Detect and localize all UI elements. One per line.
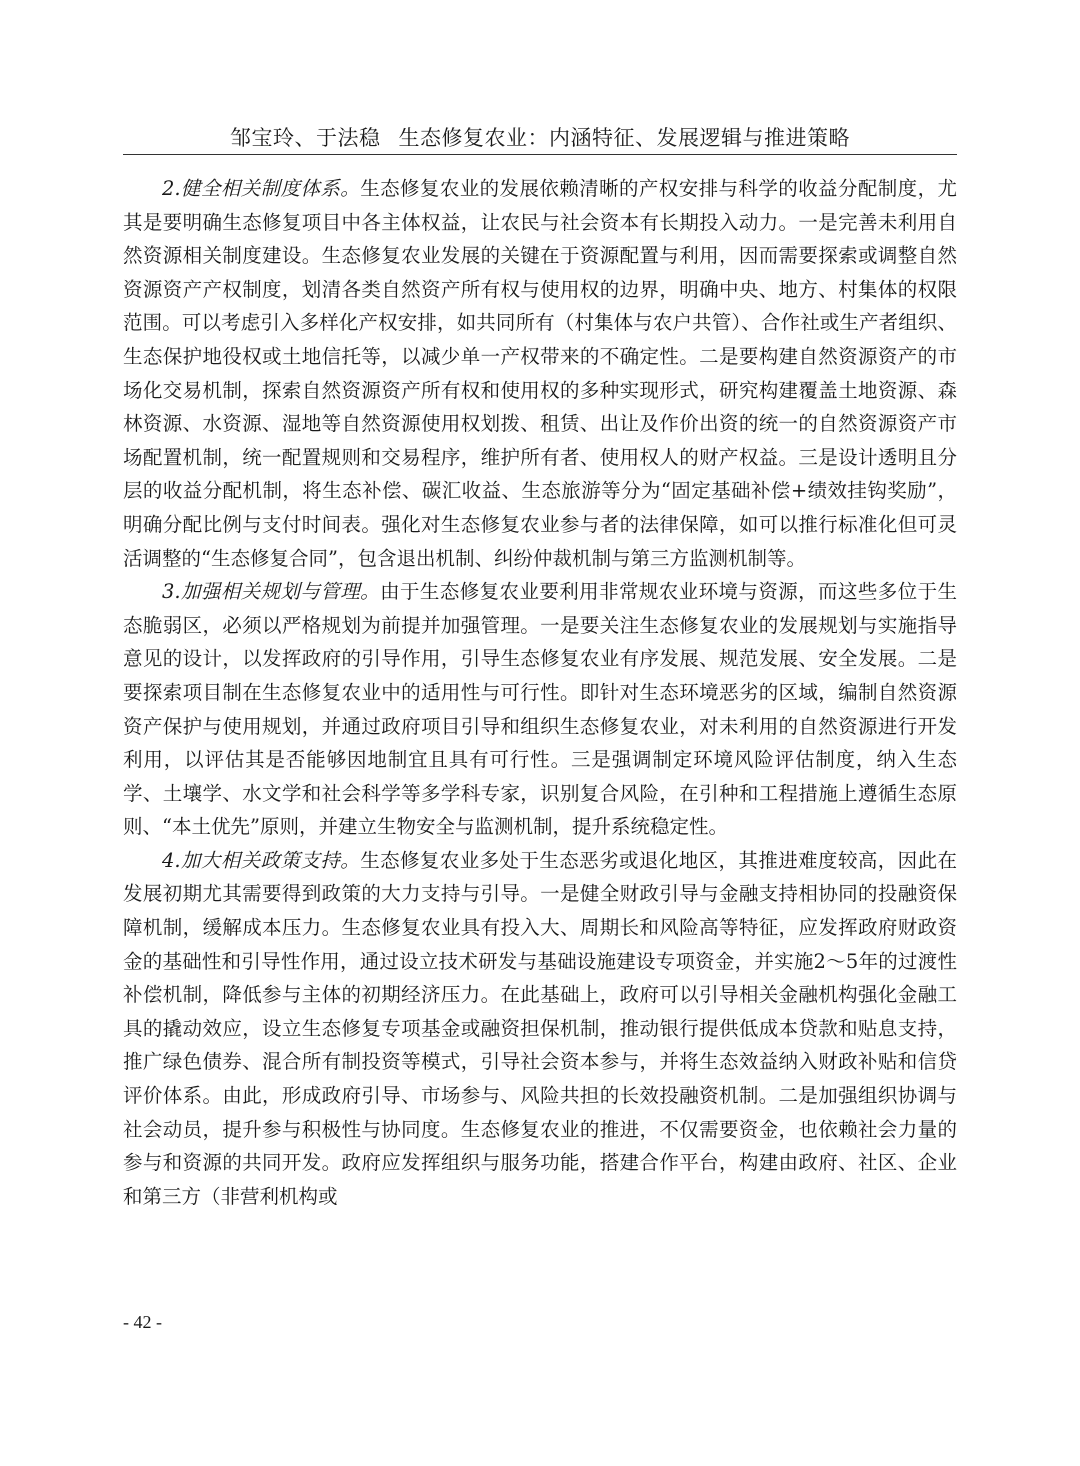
paragraph-lead: 4.加大相关政策支持。 <box>162 848 361 872</box>
paragraph-body: 由于生态修复农业要利用非常规农业环境与资源，而这些多位于生态脆弱区，必须以严格规划为前提并加强管理。一是要关注生态修复农业的发展规划与实施指导意见的设计，以发挥政府的引导作用，引导生态修复农业有序发展、规范发展、安全发展。二是要探索项目制在生态修复农业中的适用性与可行性。即针对生态环境恶劣的区域，编制自然资源资产保护与使用规划，并通过政府项目引导和组织生态修复农业，对未利用的自然资源进行开发利用，以评估其是否能够因地制宜且具有可行性。三是强调制定环境风险评估制度，纳入生态学、土壤学、水文学和社会科学等多学科专家，识别复合风险，在引种和工程措施上遵循生态原则、“本土优先”原则，并建立生物安全与监测机制，提升系统稳定性。 <box>123 580 957 839</box>
running-header <box>123 122 957 152</box>
paragraph-institutional-system <box>123 172 957 575</box>
header-rule <box>123 154 957 155</box>
paragraph-policy-support <box>123 844 957 1214</box>
paragraph-lead: 2.健全相关制度体系。 <box>162 177 361 200</box>
paragraph-body: 生态修复农业多处于生态恶劣或退化地区，其推进难度较高，因此在发展初期尤其需要得到政策的大力支持与引导。一是健全财政引导与金融支持相协同的投融资保障机制，缓解成本压力。生态修复农业具有投入大、周期长和风险高等特征，应发挥政府财政资金的基础性和引导性作用，通过设立技术研发与基础设施建设专项资金，并实施2～5年的过渡性补偿机制，降低参与主体的初期经济压力。在此基础上，政府可以引导相关金融机构强化金融工具的撬动效应，设立生态修复专项基金或融资担保机制，推动银行提供低成本贷款和贴息支持，推广绿色债券、混合所有制投资等模式，引导社会资本参与，并将生态效益纳入财政补贴和信贷评价体系。由此，形成政府引导、市场参与、风险共担的长效投融资机制。二是加强组织协调与社会动员，提升参与积极性与协同度。生态修复农业的推进，不仅需要资金，也依赖社会力量的参与和资源的共同开发。政府应发挥组织与服务功能，搭建合作平台，构建由政府、社区、企业和第三方（非营利机构或 <box>123 848 957 1208</box>
page-number: - 42 - <box>123 1312 162 1332</box>
header-authors: 邹宝玲、于法稳 <box>230 126 381 150</box>
paragraph-lead: 3.加强相关规划与管理。 <box>162 580 381 604</box>
paragraph-body: 生态修复农业的发展依赖清晰的产权安排与科学的收益分配制度，尤其是要明确生态修复项目中各主体权益，让农民与社会资本有长期投入动力。一是完善未利用自然资源相关制度建设。生态修复农业发展的关键在于资源配置与利用，因而需要探索或调整自然资源资产产权制度，划清各类自然资产所有权与使用权的边界，明确中央、地方、村集体的权限范围。可以考虑引入多样化产权安排，如共同所有（村集体与农户共管）、合作社或生产者组织、生态保护地役权或土地信托等，以减少单一产权带来的不确定性。二是要构建自然资源资产的市场化交易机制，探索自然资源资产所有权和使用权的多种实现形式，研究构建覆盖土地资源、森林资源、水资源、湿地等自然资源使用权划拨、租赁、出让及作价出资的统一的自然资源资产市场配置机制，统一配置规则和交易程序，维护所有者、使用权人的财产权益。三是设计透明且分层的收益分配机制，将生态补偿、碳汇收益、生态旅游等分为“固定基础补偿+绩效挂钩奖励”，明确分配比例与支付时间表。强化对生态修复农业参与者的法律保障，如可以推行标准化但可灵活调整的“生态修复合同”，包含退出机制、纠纷仲裁机制与第三方监测机制等。 <box>123 177 957 570</box>
header-title: 生态修复农业：内涵特征、发展逻辑与推进策略 <box>398 126 850 150</box>
paragraph-planning-management <box>123 575 957 844</box>
body-text <box>123 172 957 1213</box>
